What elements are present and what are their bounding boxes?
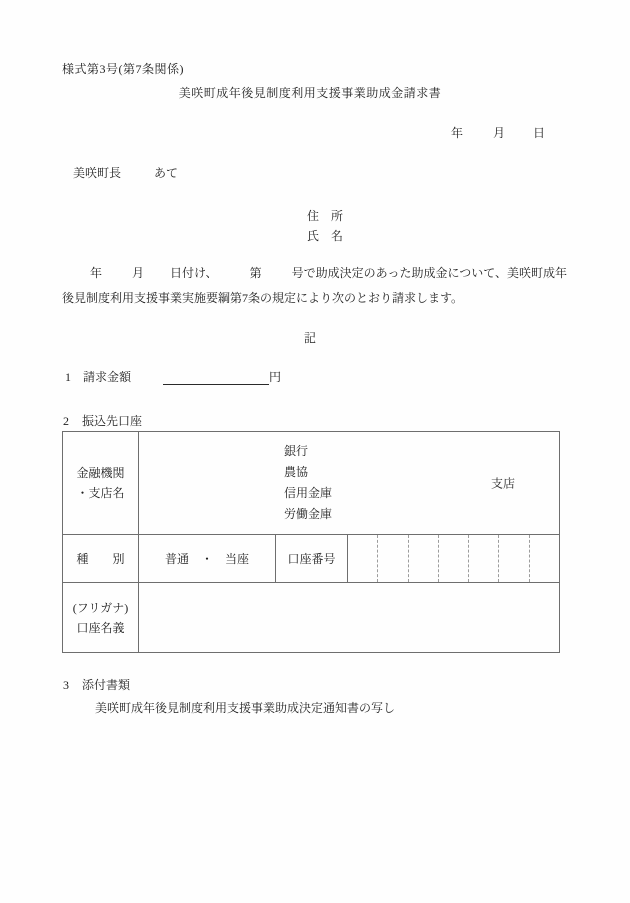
bank-type-option: 農協 bbox=[284, 465, 309, 479]
attached-documents-label: 添付書類 bbox=[82, 678, 131, 692]
form-number: 様式第3号(第7条関係) bbox=[62, 62, 184, 76]
date-day-label: 日 bbox=[532, 126, 545, 140]
digit-box bbox=[438, 535, 468, 582]
account-number-input-cell bbox=[348, 535, 560, 583]
account-number-digit-boxes bbox=[348, 535, 559, 582]
body-line1-rest: 号で助成決定のあった助成金について、美咲町成年 bbox=[291, 266, 567, 280]
digit-box bbox=[377, 535, 407, 582]
digit-box bbox=[529, 535, 559, 582]
addressee-line bbox=[73, 164, 178, 181]
bank-type-option: 銀行 bbox=[284, 444, 309, 458]
section2-number: 2 bbox=[63, 414, 69, 428]
digit-box bbox=[468, 535, 498, 582]
transfer-account-label: 振込先口座 bbox=[82, 414, 143, 428]
body-number-prefix: 第 bbox=[249, 266, 262, 280]
attachment-item: 美咲町成年後見制度利用支援事業助成決定通知書の写し bbox=[95, 701, 396, 715]
bank-type-option: 労働金庫 bbox=[284, 507, 333, 521]
account-name-input-cell bbox=[139, 583, 560, 653]
body-paragraph-line2: 後見制度利用支援事業実施要綱第7条の規定により次のとおり請求します。 bbox=[62, 291, 464, 305]
transfer-account-heading bbox=[63, 412, 142, 429]
body-date-suffix: 日付け、 bbox=[170, 266, 218, 280]
section3-number: 3 bbox=[63, 678, 69, 692]
claim-amount-unit: 円 bbox=[269, 370, 282, 384]
furigana-label: (フリガナ) bbox=[72, 600, 129, 615]
account-type-options-cell: 普通 ・ 当座 bbox=[139, 535, 276, 583]
claim-amount-blank bbox=[163, 371, 269, 385]
body-paragraph-line1 bbox=[62, 264, 582, 281]
institution-header-line2: ・支店名 bbox=[76, 486, 125, 500]
institution-header-cell bbox=[63, 432, 139, 535]
body-year-blank: 年 bbox=[90, 266, 103, 280]
date-year-label: 年 bbox=[450, 126, 463, 140]
claim-amount-label: 請求金額 bbox=[83, 370, 132, 384]
institution-header-line1: 金融機関 bbox=[76, 466, 125, 480]
account-number-header-cell: 口座番号 bbox=[276, 535, 348, 583]
section1-number: 1 bbox=[65, 370, 71, 384]
digit-box bbox=[498, 535, 528, 582]
addressee-recipient: 美咲町長 bbox=[73, 166, 122, 180]
transfer-account-table bbox=[62, 431, 560, 653]
account-name-header-cell bbox=[63, 583, 139, 653]
account-name-label: 口座名義 bbox=[76, 620, 125, 635]
document-title: 美咲町成年後見制度利用支援事業助成金請求書 bbox=[178, 86, 442, 100]
ki-heading: 記 bbox=[303, 331, 316, 345]
address-label: 住 所 bbox=[307, 209, 344, 223]
digit-box bbox=[348, 535, 377, 582]
name-label: 氏 名 bbox=[307, 229, 344, 243]
addressee-suffix: あて bbox=[154, 166, 179, 180]
date-line bbox=[62, 124, 545, 141]
signature-block bbox=[307, 206, 343, 246]
body-month-blank: 月 bbox=[132, 266, 145, 280]
branch-label: 支店 bbox=[491, 476, 516, 491]
date-month-label: 月 bbox=[492, 126, 505, 140]
attached-documents-heading bbox=[63, 676, 130, 693]
bank-type-options bbox=[284, 441, 332, 525]
digit-box bbox=[408, 535, 438, 582]
account-type-header-cell: 種 別 bbox=[63, 535, 139, 583]
claim-amount-row bbox=[65, 368, 281, 385]
institution-input-cell bbox=[139, 432, 560, 535]
bank-type-option: 信用金庫 bbox=[284, 486, 333, 500]
